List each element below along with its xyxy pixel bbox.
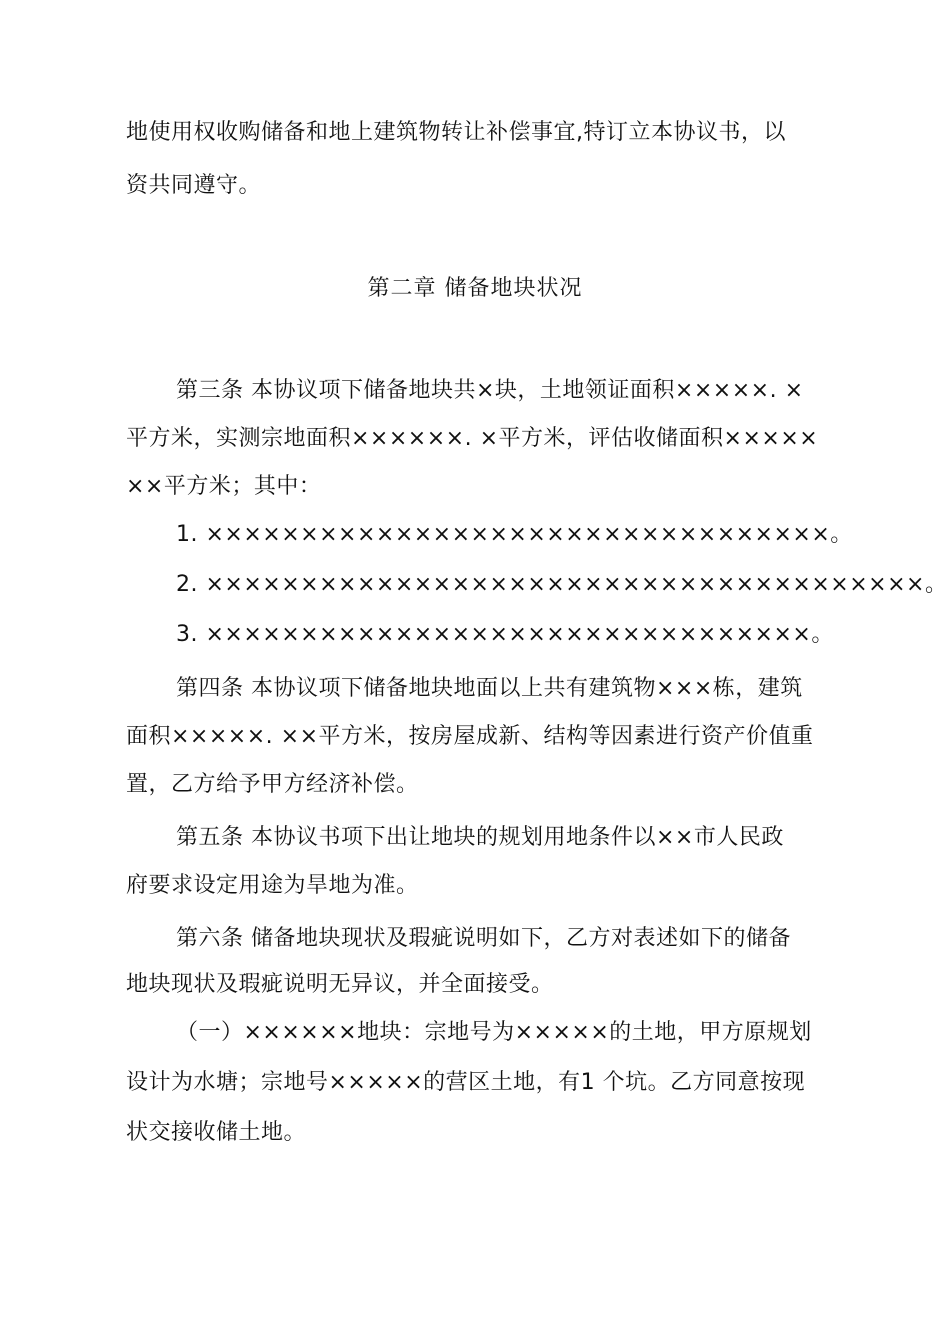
item-1-line-1: （一）××××××地块：宗地号为×××××的土地，甲方原规划 (176, 1020, 812, 1045)
article-5-line-1: 第五条 本协议书项下出让地块的规划用地条件以××市人民政 (176, 825, 784, 850)
article-6-line-2: 地块现状及瑕疵说明无异议，并全面接受。 (126, 972, 554, 997)
item-1-line-3: 状交接收储土地。 (126, 1120, 307, 1145)
article-3-line-3: ××平方米；其中： (126, 474, 322, 499)
article-4-line-2: 面积×××××. ××平方米，按房屋成新、结构等因素进行资产价值重 (126, 724, 814, 749)
list-item-2: 2. ××××××××××××××××××××××××××××××××××××××。 (176, 572, 948, 597)
chapter-heading: 第二章 储备地块状况 (367, 276, 583, 301)
list-item-3: 3. ××××××××××××××××××××××××××××××××。 (176, 622, 834, 647)
article-5-line-2: 府要求设定用途为旱地为准。 (126, 873, 419, 898)
article-6-line-1: 第六条 储备地块现状及瑕疵说明如下，乙方对表述如下的储备 (176, 926, 791, 951)
item-1-line-2: 设计为水塘；宗地号×××××的营区土地，有1 个坑。乙方同意按现 (126, 1070, 806, 1095)
article-4-line-3: 置，乙方给予甲方经济补偿。 (126, 772, 419, 797)
list-item-1: 1. ×××××××××××××××××××××××××××××××××。 (176, 522, 853, 547)
article-4-line-1: 第四条 本协议项下储备地块地面以上共有建筑物×××栋，建筑 (176, 676, 803, 701)
article-3-line-2: 平方米，实测宗地面积××××××. ×平方米，评估收储面积××××× (126, 426, 819, 451)
article-3-line-1: 第三条 本协议项下储备地块共×块，土地领证面积×××××. × (176, 378, 804, 403)
intro-line-2: 资共同遵守。 (126, 173, 262, 198)
intro-line-1: 地使用权收购储备和地上建筑物转让补偿事宜,特订立本协议书，以 (126, 120, 786, 145)
